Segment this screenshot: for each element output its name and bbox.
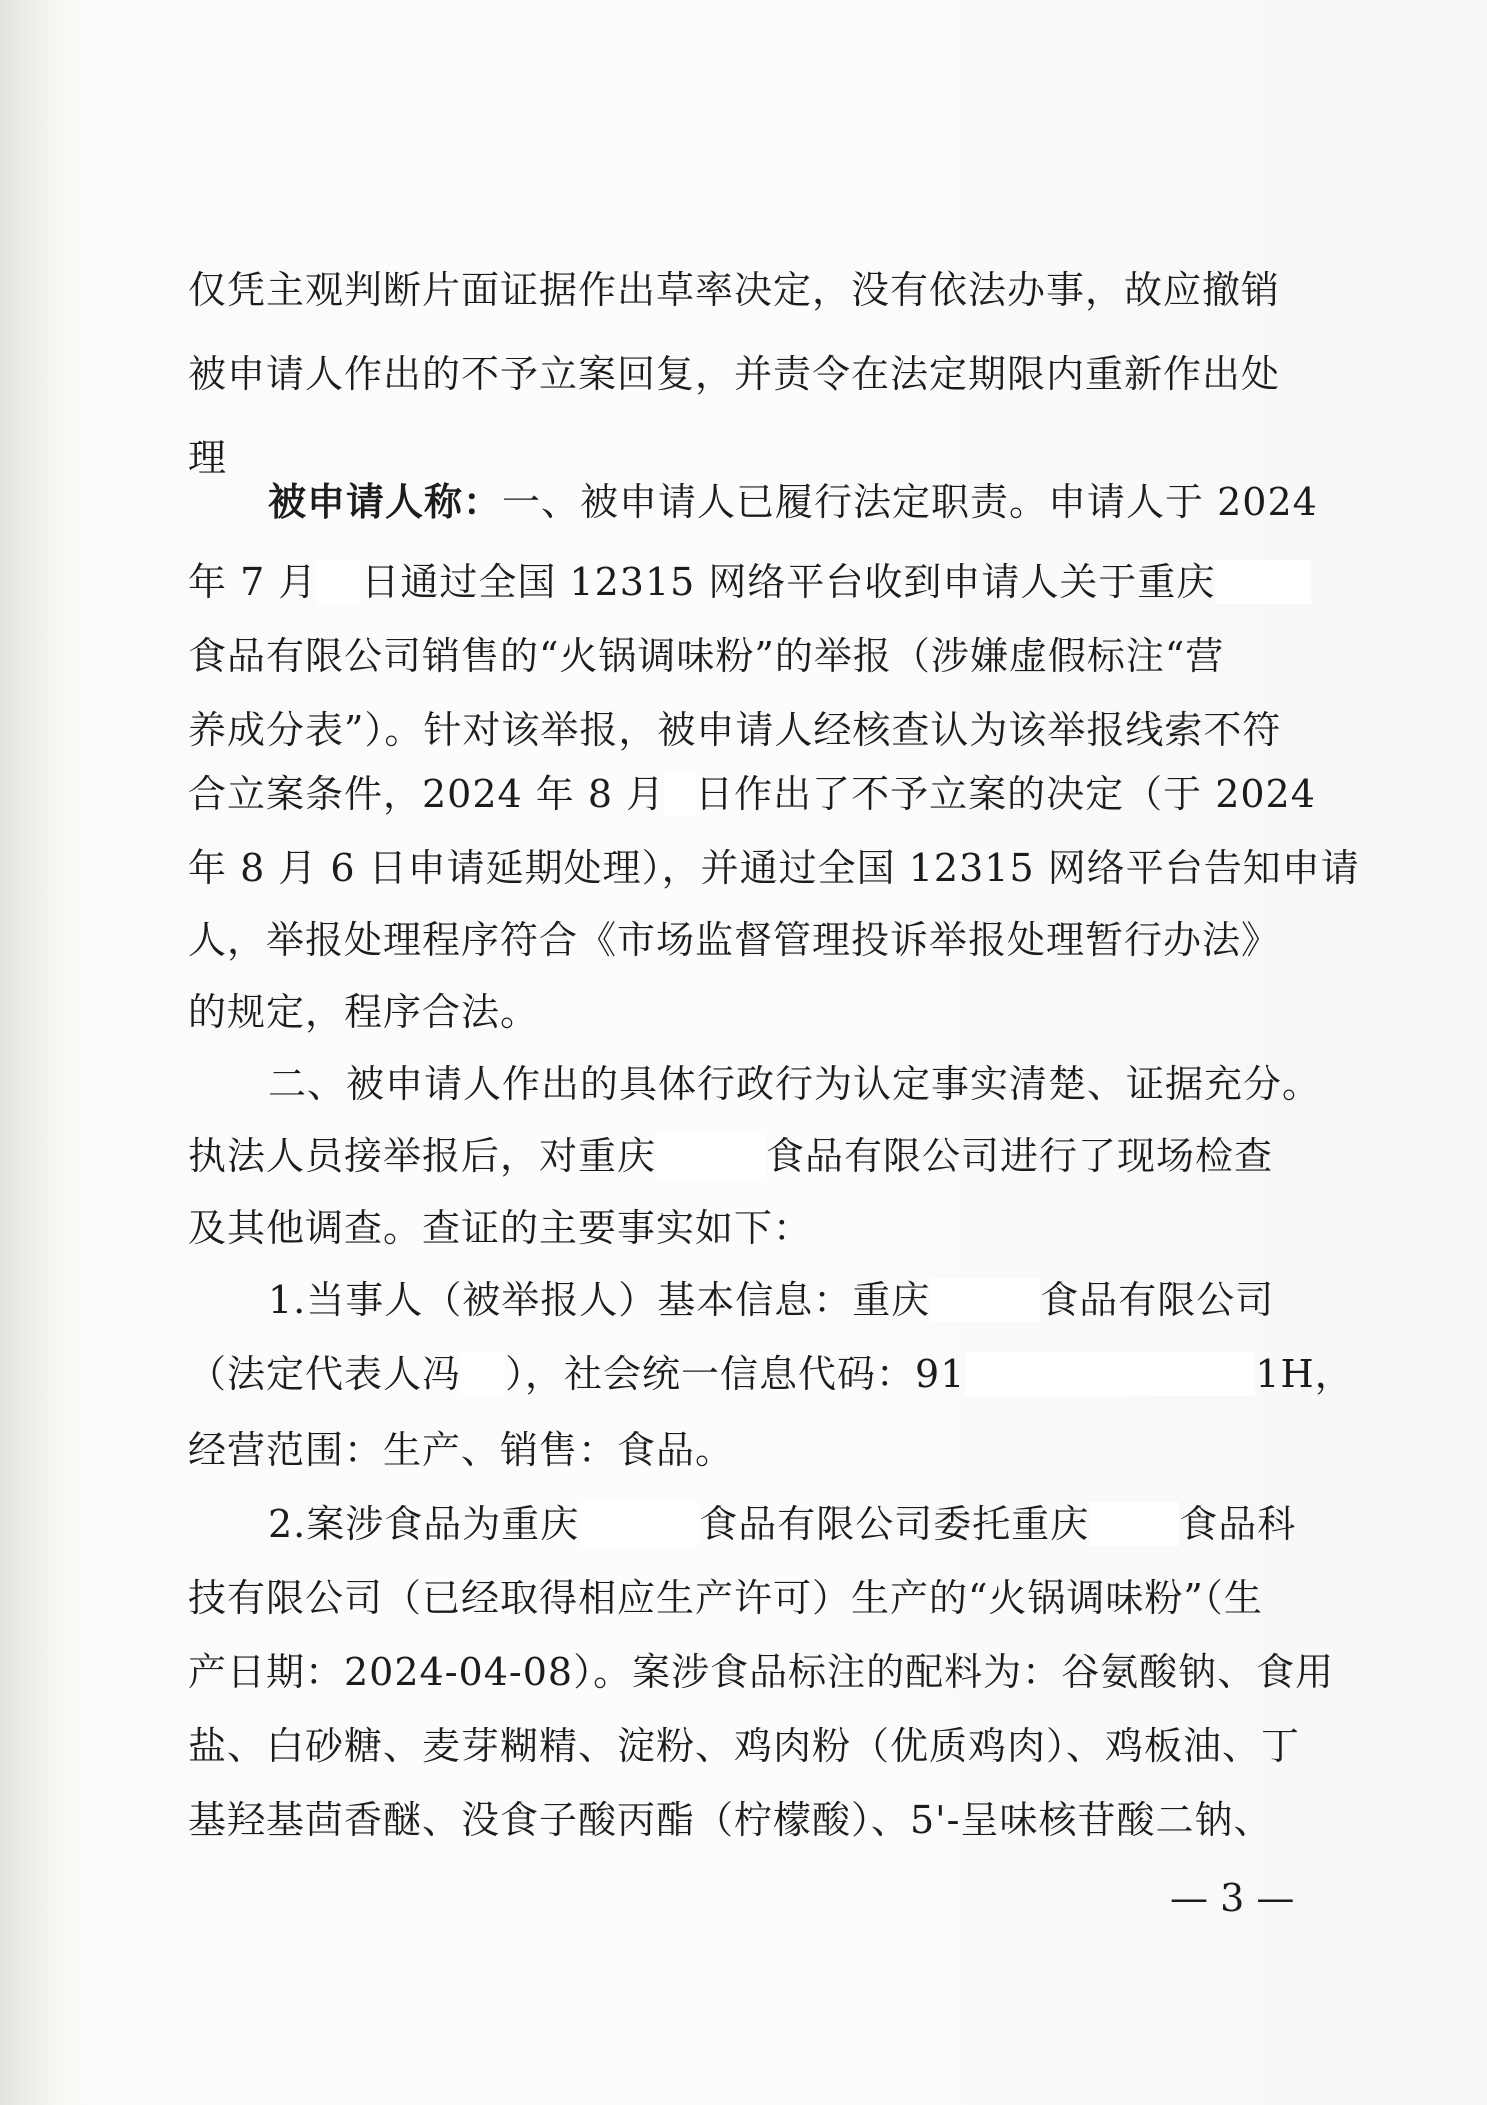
text-span: 食品科 [1179, 1502, 1297, 1546]
text-line-13 [188, 1134, 1273, 1178]
text-span: 1.当事人（被举报人）基本信息：重庆 [268, 1278, 931, 1322]
text-line-14: 及其他调查。查证的主要事实如下： [188, 1206, 813, 1250]
text-line-11: 的规定，程序合法。 [188, 990, 540, 1034]
text-line-21: 盐、白砂糖、麦芽糊精、淀粉、鸡肉粉（优质鸡肉）、鸡板油、丁 [188, 1724, 1301, 1768]
text-span: 一、被申请人已履行法定职责。申请人于 2024 [502, 480, 1318, 524]
text-span: 食品有限公司进行了现场检查 [766, 1134, 1274, 1178]
text-span: ），社会统一信息代码：91 [505, 1352, 966, 1396]
scan-shadow [0, 0, 60, 2105]
text-line-9: 年 8 月 6 日申请延期处理），并通过全国 12315 网络平台告知申请 [188, 846, 1360, 890]
text-line-12: 二、被申请人作出的具体行政行为认定事实清楚、证据充分。 [268, 1062, 1322, 1106]
page-number: — 3 — [1170, 1876, 1295, 1920]
text-span: 2.案涉食品为重庆 [268, 1502, 580, 1546]
text-line-7: 养成分表”）。针对该举报，被申请人经核查认为该举报线索不符 [188, 708, 1282, 752]
redaction-box [656, 1134, 766, 1178]
text-span: （法定代表人冯 [188, 1352, 462, 1396]
redaction-box [965, 1352, 1255, 1396]
redaction-box [317, 560, 361, 604]
redaction-box [579, 1502, 699, 1546]
text-line-5 [188, 560, 1311, 604]
text-span: 日作出了不予立案的决定（于 2024 [695, 772, 1316, 816]
text-line-16 [188, 1352, 1354, 1396]
text-line-1: 仅凭主观判断片面证据作出草率决定，没有依法办事，故应撤销 [188, 268, 1281, 312]
text-line-20: 产日期：2024-04-08）。案涉食品标注的配料为：谷氨酸钠、食用 [188, 1650, 1335, 1694]
redaction-box [461, 1352, 505, 1396]
text-span: 1H， [1255, 1352, 1354, 1396]
text-span: 合立案条件，2024 年 8 月 [188, 772, 666, 816]
text-span: 年 7 月 [188, 560, 318, 604]
text-line-22: 基羟基茴香醚、没食子酸丙酯（柠檬酸）、5'-呈味核苷酸二钠、 [188, 1798, 1273, 1842]
respondent-paragraph-line-1 [268, 480, 1318, 524]
text-line-3: 理 [188, 436, 228, 480]
text-span: 食品有限公司委托重庆 [699, 1502, 1090, 1546]
text-line-17: 经营范围：生产、销售：食品。 [188, 1428, 735, 1472]
text-span: 执法人员接举报后，对重庆 [188, 1134, 657, 1178]
text-span: 日通过全国 12315 网络平台收到申请人关于重庆 [361, 560, 1216, 604]
text-line-2: 被申请人作出的不予立案回复，并责令在法定期限内重新作出处 [188, 352, 1281, 396]
text-line-15 [268, 1278, 1274, 1322]
text-line-8 [188, 772, 1316, 816]
respondent-label: 被申请人称： [268, 479, 503, 524]
redaction-box [1215, 560, 1311, 604]
text-span: 食品有限公司 [1040, 1278, 1275, 1322]
text-line-18 [268, 1502, 1296, 1546]
redaction-box [665, 772, 695, 816]
text-line-19: 技有限公司（已经取得相应生产许可）生产的“火锅调味粉”（生 [188, 1576, 1263, 1620]
redaction-box [930, 1278, 1040, 1322]
text-line-6: 食品有限公司销售的“火锅调味粉”的举报（涉嫌虚假标注“营 [188, 634, 1225, 678]
redaction-box [1089, 1502, 1179, 1546]
text-line-10: 人，举报处理程序符合《市场监督管理投诉举报处理暂行办法》 [188, 918, 1281, 962]
